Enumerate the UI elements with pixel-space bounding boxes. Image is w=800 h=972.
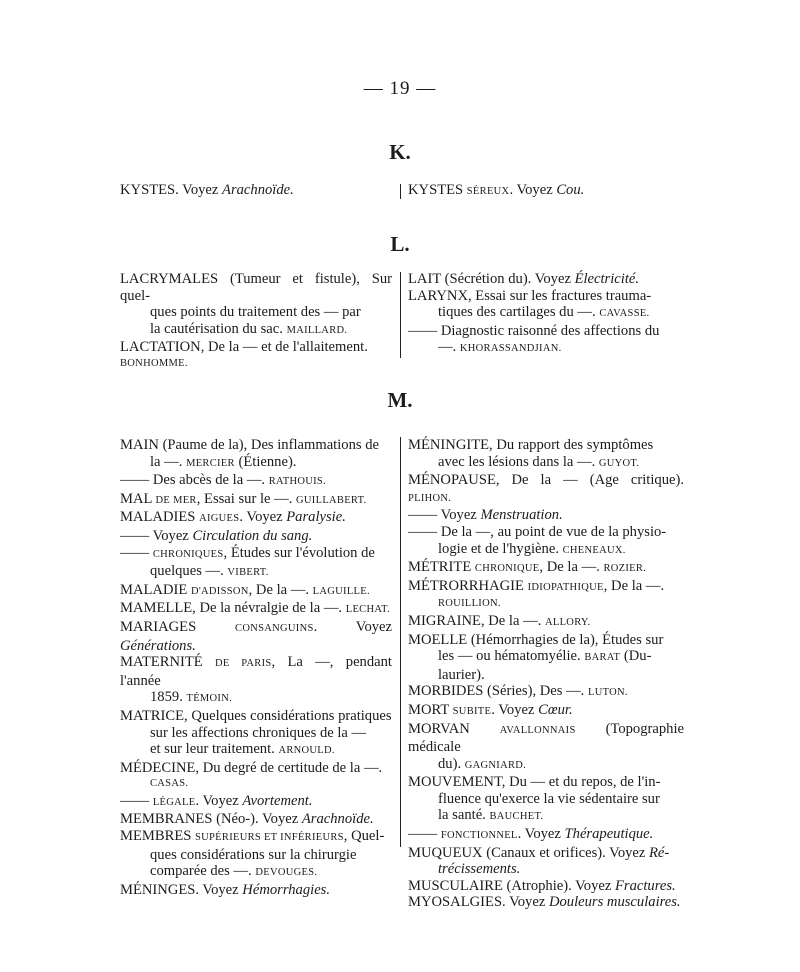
k-left-column — [120, 182, 392, 199]
column-rule-k — [400, 184, 401, 199]
index-entry: MALADIE D'ADISSON, De la —. LAGUILLE. — [120, 581, 370, 598]
m-right-column — [408, 437, 684, 911]
index-entry: MYOSALGIES. Voyez Douleurs musculaires. — [408, 894, 681, 911]
index-entry: —— Voyez Circulation du sang. — [120, 527, 313, 544]
m-left-column — [120, 437, 392, 898]
index-entry: KYSTES. Voyez Arachnoïde. — [120, 182, 294, 198]
section-letter-k: K. — [389, 140, 411, 164]
index-entry: MUSCULAIRE (Atrophie). Voyez Fractures. — [408, 877, 676, 894]
column-rule-l — [400, 272, 401, 358]
index-entry: MEMBRES SUPÉRIEURS ET INFÉRIEURS, Quel- ques considérations sur la chirurgie comparée des —. DEVOUGES. — [120, 828, 385, 880]
index-entry: —— LÉGALE. Voyez Avortement. — [120, 792, 313, 809]
l-left-column — [120, 271, 392, 373]
index-entry: —— FONCTIONNEL. Voyez Thérapeutique. — [408, 826, 654, 843]
index-entry: MUQUEUX (Canaux et orifices). Voyez Ré- trécissements. — [408, 844, 670, 878]
index-entry: —— Diagnostic raisonné des affections du —. KHORASSANDJIAN. — [408, 322, 660, 356]
index-entry: MORBIDES (Séries), Des —. LUTON. — [408, 683, 628, 700]
index-entry: MORVAN AVALLONNAIS (Topographie médicale du). GAGNIARD. — [408, 720, 684, 772]
index-entry: MOUVEMENT, Du — et du repos, de l'in- fluence qu'exerce la vie sédentaire sur la santé. BAUCHET. — [408, 774, 661, 824]
index-entry: —— CHRONIQUES, Études sur l'évolution de quelques —. VIBERT. — [120, 544, 375, 580]
index-entry: LAIT (Sécrétion du). Voyez Électricité. — [408, 271, 640, 287]
index-entry: MAMELLE, De la névralgie de la —. LECHAT. — [120, 600, 390, 617]
index-entry: MAL DE MER, Essai sur le —. GUILLABERT. — [120, 490, 367, 507]
index-entry: LACRYMALES (Tumeur et fistule), Sur quel- ques points du traitement des — par la cautérisation du sac. MAILLARD. — [120, 271, 392, 337]
index-entry: MARIAGES CONSANGUINS. Voyez Générations. — [120, 618, 392, 654]
page-number: — 19 — — [363, 78, 437, 99]
index-entry: MÉNINGITE, Du rapport des symptômes avec les lésions dans la —. GUYOT. — [408, 437, 654, 470]
index-entry: MÉDECINE, Du degré de certitude de la —. CASAS. — [120, 759, 383, 790]
section-letter-l: L. — [390, 232, 410, 256]
index-entry: MÉNOPAUSE, De la — (Age critique). PLIHON. — [408, 472, 684, 504]
index-entry: —— Des abcès de la —. RATHOUIS. — [120, 472, 326, 489]
index-entry: MATRICE, Quelques considérations pratiques sur les affections chroniques de la — et sur leur traitement. ARNOULD. — [120, 707, 392, 758]
index-entry: MIGRAINE, De la —. ALLORY. — [408, 612, 591, 629]
index-entry: MORT SUBITE. Voyez Cœur. — [408, 701, 573, 718]
index-entry: MOELLE (Hémorrhagies de la), Études sur les — ou hématomyélie. BARAT (Du- laurier). — [408, 631, 664, 683]
column-rule-m — [400, 437, 401, 847]
index-entry: LARYNX, Essai sur les fractures trauma- tiques des cartilages du —. CAVASSE. — [408, 287, 652, 321]
k-right-column — [408, 182, 684, 201]
index-entry: MAIN (Paume de la), Des inflammations de la —. MERCIER (Étienne). — [120, 437, 379, 470]
index-entry: KYSTES SÉREUX. Voyez Cou. — [408, 182, 585, 198]
index-entry: MÉTRITE CHRONIQUE, De la —. ROZIER. — [408, 559, 647, 576]
index-entry: MATERNITÉ DE PARIS, La —, pendant l'année 1859. TÉMOIN. — [120, 654, 392, 706]
index-entry: LACTATION, De la — et de l'allaitement. BONHOMME. — [120, 339, 368, 369]
l-right-column — [408, 271, 684, 358]
index-entry: MEMBRANES (Néo-). Voyez Arachnoïde. — [120, 811, 374, 828]
section-letter-m: M. — [387, 388, 413, 412]
index-entry: —— De la —, au point de vue de la physio- logie et de l'hygiène. CHENEAUX. — [408, 523, 667, 557]
index-entry: MÉNINGES. Voyez Hémorrhagies. — [120, 881, 330, 898]
index-entry: —— Voyez Menstruation. — [408, 507, 563, 524]
index-entry: MALADIES AIGUES. Voyez Paralysie. — [120, 509, 346, 526]
index-entry: MÉTRORRHAGIE IDIOPATHIQUE, De la —. ROUILLION. — [408, 577, 665, 610]
